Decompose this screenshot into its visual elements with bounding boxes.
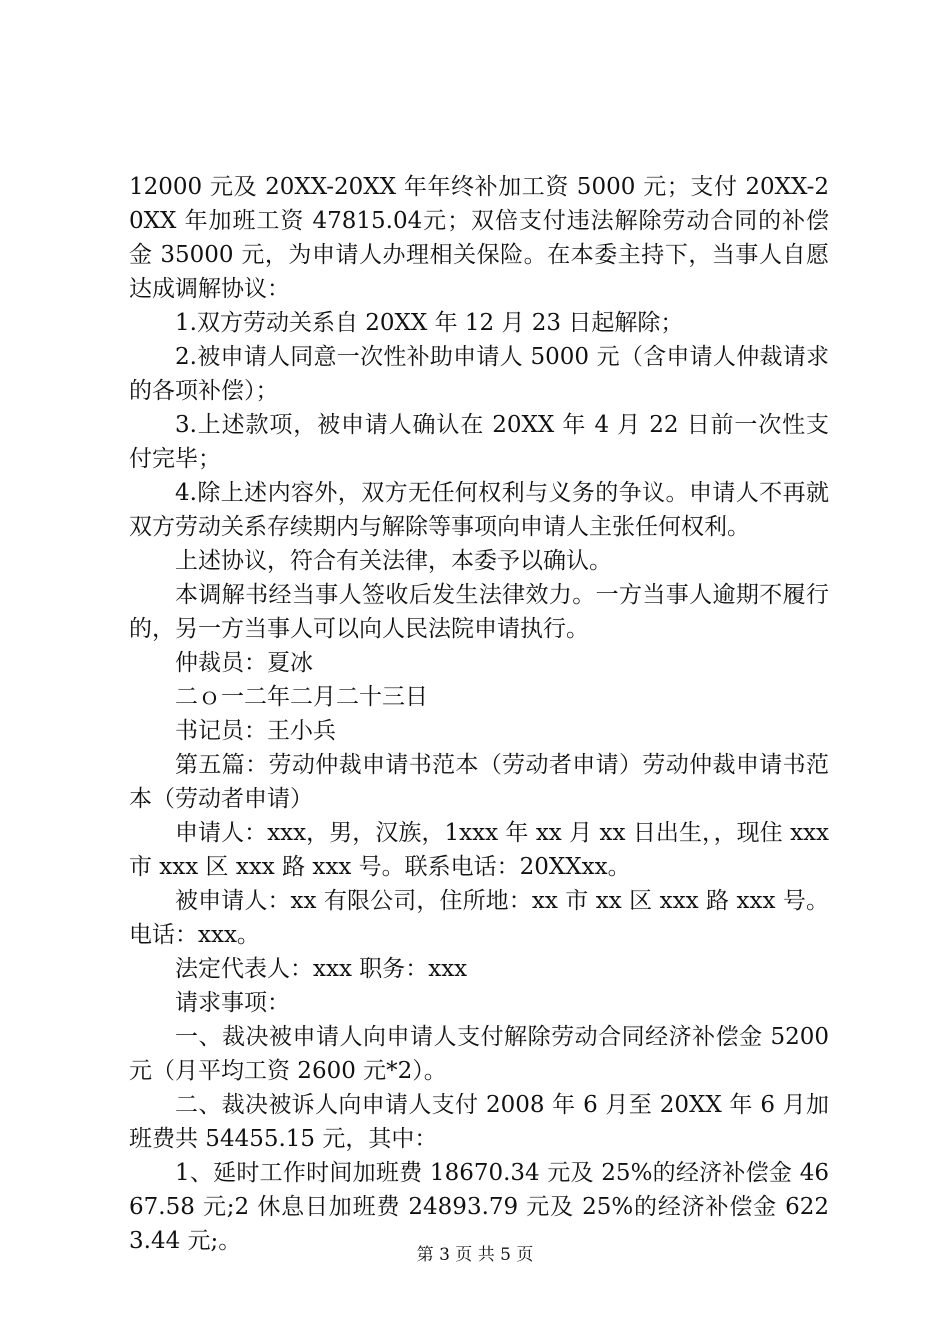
paragraph: 1.双方劳动关系自 20XX 年 12 月 23 日起解除； <box>175 310 684 336</box>
paragraph: 1、延时工作时间加班费 18670.34 元及 25%的经济补偿金 4667.58 元;2 休息日加班费 24893.79 元及 25%的经济补偿金 6223.44 元;。 <box>129 1160 829 1254</box>
paragraph: 被申请人：xx 有限公司，住所地：xx 市 xx 区 xxx 路 xxx 号。电话：xxx。 <box>129 888 829 948</box>
paragraph: 书记员：王小兵 <box>175 718 336 744</box>
paragraph: 2.被申请人同意一次性补助申请人 5000 元（含申请人仲裁请求的各项补偿）； <box>129 344 829 404</box>
paragraph: 第五篇：劳动仲裁申请书范本（劳动者申请）劳动仲裁申请书范本（劳动者申请） <box>129 752 829 812</box>
paragraph: 4.除上述内容外，双方无任何权利与义务的争议。申请人不再就双方劳动关系存续期内与解除等事项向申请人主张任何权利。 <box>129 480 829 540</box>
paragraph: 请求事项： <box>175 990 290 1016</box>
paragraph: 本调解书经当事人签收后发生法律效力。一方当事人逾期不履行的，另一方当事人可以向人民法院申请执行。 <box>129 582 829 642</box>
paragraph: 仲裁员：夏冰 <box>175 650 313 676</box>
paragraph: 法定代表人：xxx 职务：xxx <box>175 956 468 982</box>
paragraph: 二ｏ一二年二月二十三日 <box>175 684 428 710</box>
paragraph: 申请人：xxx，男，汉族，1xxx 年 xx 月 xx 日出生，，现住 xxx 市 xxx 区 xxx 路 xxx 号。联系电话：20XXxx。 <box>129 820 829 880</box>
paragraph: 12000 元及 20XX-20XX 年年终补加工资 5000 元；支付 20XX-20XX 年加班工资 47815.04元；双倍支付违法解除劳动合同的补偿金 35000 元，为申请人办理相关保险。在本委主持下，当事人自愿达成调解协议： <box>129 174 829 302</box>
document-body <box>129 170 829 1258</box>
paragraph: 上述协议，符合有关法律，本委予以确认。 <box>175 548 612 574</box>
page-footer: 第 3 页 共 5 页 <box>416 1245 534 1265</box>
paragraph: 一、裁决被申请人向申请人支付解除劳动合同经济补偿金 5200 元（月平均工资 2600 元*2）。 <box>129 1024 829 1084</box>
paragraph: 3.上述款项，被申请人确认在 20XX 年 4 月 22 日前一次性支付完毕； <box>129 412 829 472</box>
paragraph: 二、裁决被诉人向申请人支付 2008 年 6 月至 20XX 年 6 月加班费共 54455.15 元，其中： <box>129 1092 829 1152</box>
